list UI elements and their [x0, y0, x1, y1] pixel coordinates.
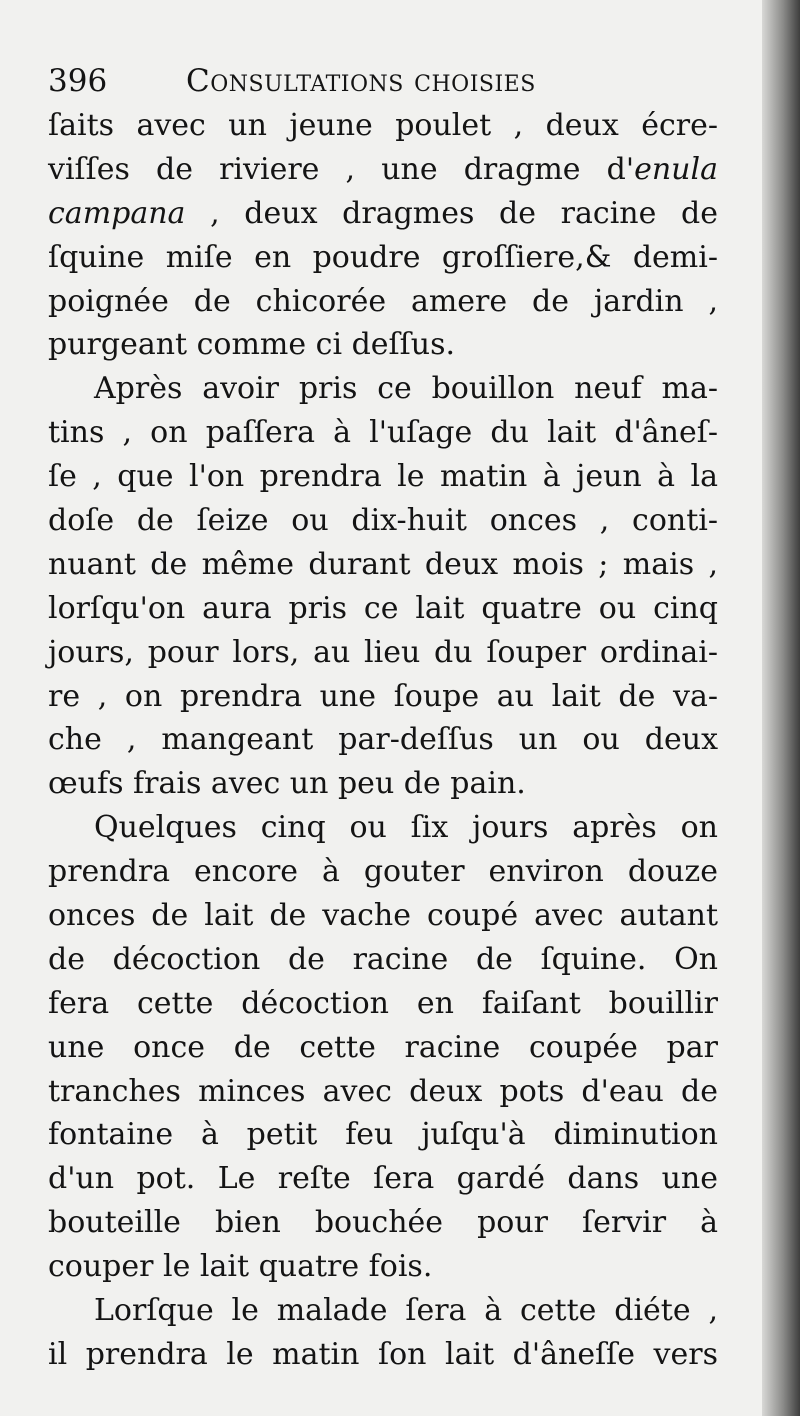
line-text: re , on prendra une ſoupe au lait de va-	[48, 678, 718, 714]
text-line	[48, 411, 718, 455]
text-line	[48, 1026, 718, 1070]
line-text: bouteille bien bouchée pour ſervir à	[48, 1205, 718, 1241]
text-line	[48, 236, 718, 280]
line-text: nuant de même durant deux mois ; mais ,	[48, 546, 718, 582]
line-text: jours, pour lors, au lieu du ſouper ordinai-	[48, 634, 718, 670]
text-line	[48, 543, 718, 587]
text-line	[48, 938, 718, 982]
line-text: tranches minces avec deux pots d'eau de	[48, 1073, 718, 1109]
italic-text: enula	[634, 151, 718, 187]
line-text: il prendra le matin ſon lait d'âneſſe vers	[48, 1336, 718, 1372]
line-text: doſe de ſeize ou dix-huit onces , conti-	[48, 503, 718, 539]
italic-text: campana	[48, 195, 186, 231]
line-text: fontaine à petit feu juſqu'à diminution	[48, 1117, 718, 1153]
line-text: une once de cette racine coupée par	[48, 1029, 718, 1065]
line-text: viſſes de riviere , une dragme d'	[48, 151, 635, 187]
line-text: ſe , que l'on prendra le matin à jeun à la	[48, 459, 718, 495]
line-text: ſaits avec un jeune poulet , deux écre-	[48, 108, 718, 143]
text-line	[48, 104, 718, 148]
text-line	[48, 982, 718, 1026]
text-line	[48, 587, 718, 631]
text-line	[48, 1245, 718, 1289]
paragraph	[48, 367, 718, 806]
text-line	[48, 1289, 718, 1333]
line-text: tins , on paſſera à l'uſage du lait d'âneſ-	[48, 415, 718, 451]
text-line	[48, 1113, 718, 1157]
text-line	[48, 762, 718, 806]
page-number: 396	[48, 63, 108, 99]
running-title: Consultations choisies	[186, 63, 536, 99]
text-line	[48, 894, 718, 938]
text-line	[48, 1070, 718, 1114]
text-line	[48, 631, 718, 675]
line-text: œufs frais avec un peu de pain.	[48, 766, 526, 802]
running-head	[48, 58, 718, 104]
body-text	[48, 104, 718, 1377]
paragraph	[48, 104, 718, 367]
text-block	[48, 58, 718, 1377]
text-line	[48, 1157, 718, 1201]
text-line	[48, 148, 718, 192]
text-line	[48, 806, 718, 850]
line-text: che , mangeant par-deſſus un ou deux	[48, 722, 718, 758]
text-line	[48, 718, 718, 762]
line-text: d'un pot. Le reſte ſera gardé dans une	[48, 1161, 718, 1197]
line-text: Après avoir pris ce bouillon neuf ma-	[94, 371, 718, 407]
line-text: prendra encore à gouter environ douze	[48, 854, 718, 890]
line-text: Lorſque le malade ſera à cette diéte ,	[94, 1293, 718, 1329]
text-line	[48, 499, 718, 543]
line-text: poignée de chicorée amere de jardin ,	[48, 283, 718, 319]
text-line	[48, 192, 718, 236]
line-text: de décoction de racine de ſquine. On	[48, 941, 718, 977]
line-text: fera cette décoction en faiſant bouillir	[48, 985, 718, 1021]
text-line	[48, 367, 718, 411]
line-text: ſquine miſe en poudre groſſiere,& demi-	[48, 239, 718, 275]
text-line	[48, 323, 718, 367]
paragraph	[48, 806, 718, 1289]
text-line	[48, 280, 718, 324]
text-line	[48, 675, 718, 719]
line-text: lorſqu'on aura pris ce lait quatre ou cinq	[48, 590, 718, 626]
text-line	[48, 1333, 718, 1377]
text-line	[48, 1201, 718, 1245]
page-edge-shadow	[762, 0, 800, 1416]
line-text: , deux dragmes de racine de	[185, 195, 718, 231]
text-line	[48, 455, 718, 499]
line-text: couper le lait quatre fois.	[48, 1249, 433, 1285]
text-line	[48, 850, 718, 894]
line-text: Quelques cinq ou ſix jours après on	[94, 810, 718, 846]
line-text: onces de lait de vache coupé avec autant	[48, 898, 718, 934]
line-text: purgeant comme ci deſſus.	[48, 327, 456, 363]
paragraph	[48, 1289, 718, 1377]
